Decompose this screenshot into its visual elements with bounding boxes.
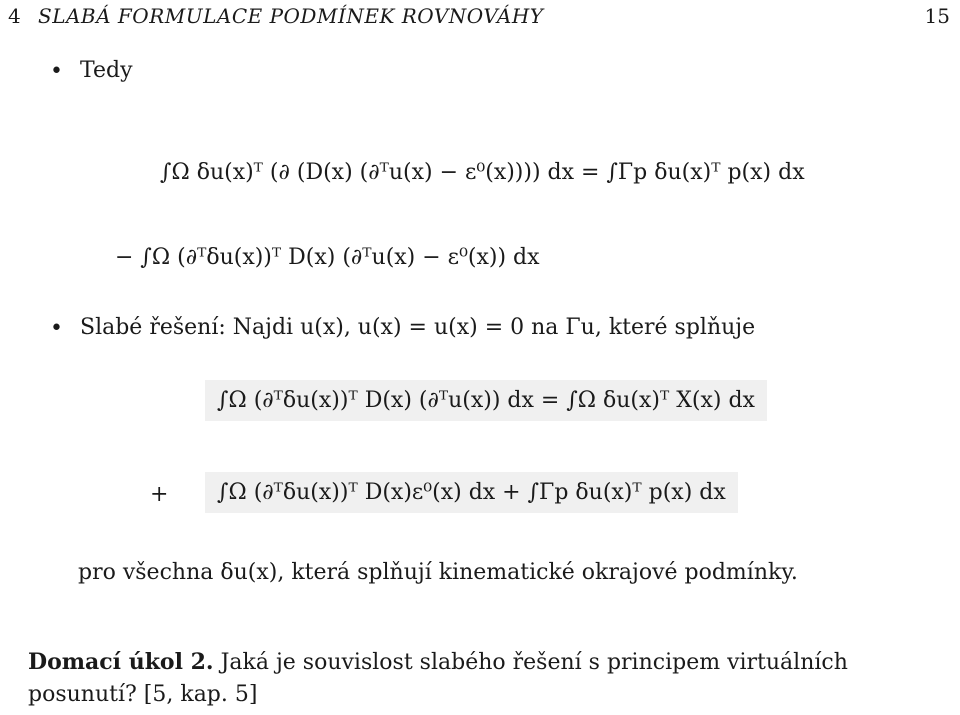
homework (28, 646, 948, 711)
bullet-label: Tedy (80, 58, 133, 83)
chapter-title: SLABÁ FORMULACE PODMÍNEK ROVNOVÁHY (38, 4, 544, 28)
equation-2-line-2: ∫Ω (∂ᵀδu(x))ᵀ D(x)ε⁰(x) dx + ∫Γp δu(x)ᵀ p(x) dx (205, 472, 738, 513)
closing-text: pro všechna δu(x), která splňují kinematické okrajové podmínky. (78, 560, 798, 585)
homework-label: Domací úkol 2. (28, 649, 214, 675)
bullet-weak-solution (50, 315, 756, 341)
page-header (8, 4, 950, 30)
homework-text: Jaká je souvislost slabého řešení s principem virtuálních posunutí? [5, kap. 5] (28, 650, 848, 707)
bullet-label: Slabé řešení: Najdi u(x), u(x) = u(x) = 0 na Γu, které splňuje (80, 315, 756, 340)
equation-1-line-2: − ∫Ω (∂ᵀδu(x))ᵀ D(x) (∂ᵀu(x) − ε⁰(x)) dx (115, 245, 540, 270)
equation-2-line-1: ∫Ω (∂ᵀδu(x))ᵀ D(x) (∂ᵀu(x)) dx = ∫Ω δu(x)ᵀ X(x) dx (205, 380, 767, 421)
bullet-tedy (50, 58, 133, 84)
bullet-icon: • (50, 316, 63, 341)
bullet-icon: • (50, 59, 63, 84)
equation-2-plus: + (150, 482, 169, 507)
chapter-number: 4 (8, 4, 21, 28)
page-number: 15 (924, 4, 950, 28)
equation-1-line-1: ∫Ω δu(x)ᵀ (∂ (D(x) (∂ᵀu(x) − ε⁰(x)))) dx = ∫Γp δu(x)ᵀ p(x) dx (160, 160, 805, 185)
